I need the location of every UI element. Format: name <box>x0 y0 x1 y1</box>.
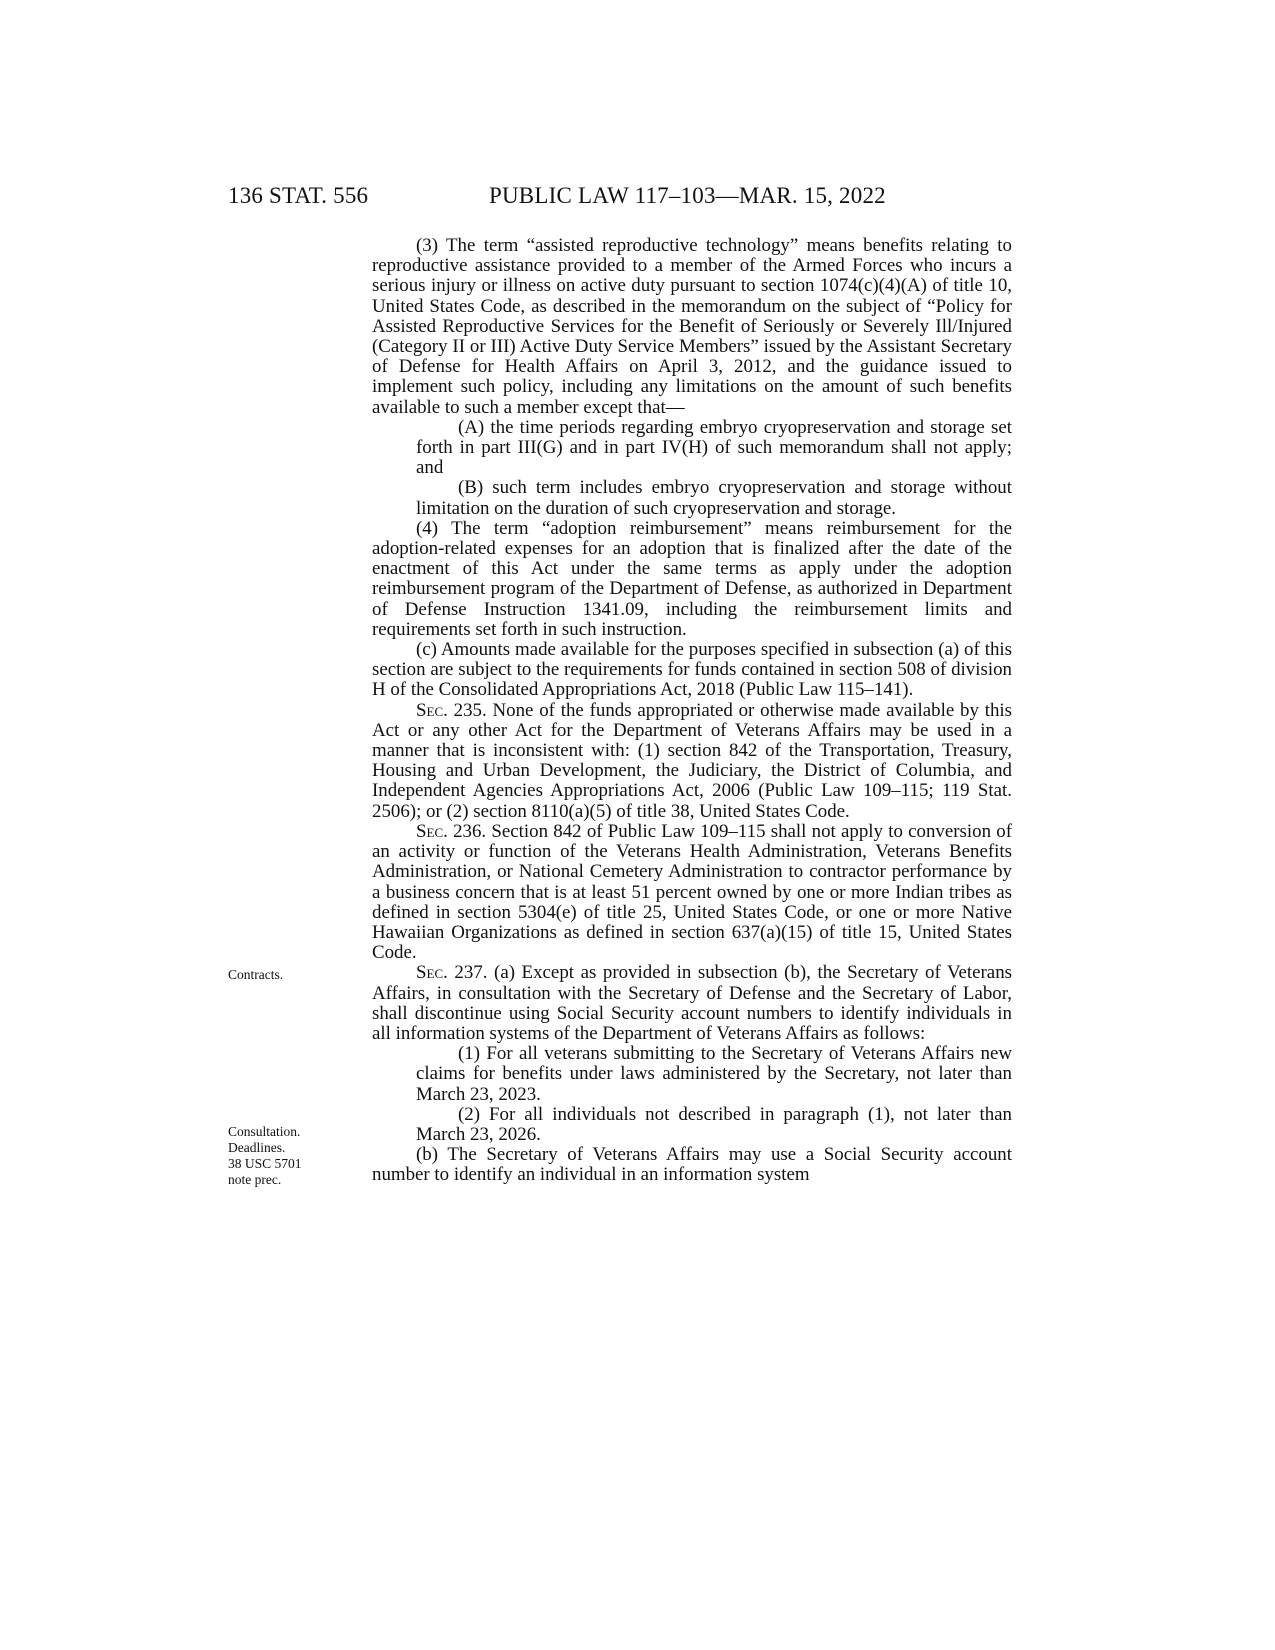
section-237 <box>372 963 1012 1044</box>
margin-note-consultation <box>228 1124 338 1188</box>
paragraph-3: (3) The term “assisted reproductive technology” means benefits relating to reproductive assistance provided to a member of the Armed Forces who incurs a serious injury or illness on active duty pursuant to section 1074(c)(4)(A) of title 10, United States Code, as described in the memorandum on the subject of “Policy for Assisted Reproductive Services for the Benefit of Seriously or Severely Ill/Injured (Category II or III) Active Duty Service Members” issued by the Assistant Secretary of Defense for Health Affairs on April 3, 2012, and the guidance issued to implement such policy, including any limitations on the amount of such benefits available to such a member except that— <box>372 235 1012 418</box>
margin-note-text: Contracts. <box>228 967 284 982</box>
section-label: Sec. 235. <box>416 699 487 721</box>
section-235 <box>372 701 1012 822</box>
margin-note-line: 38 USC 5701 <box>228 1156 302 1171</box>
section-label: Sec. 237. <box>416 962 488 984</box>
margin-note-contracts <box>228 967 338 983</box>
margin-note-line: Consultation. <box>228 1124 301 1139</box>
margin-note-line: note prec. <box>228 1172 282 1187</box>
page-header <box>228 183 1028 211</box>
section-237-paragraph-1: (1) For all veterans submitting to the Secretary of Veterans Affairs new claims for benefits under laws administered by the Secretary, not later than March 23, 2023. <box>416 1043 1012 1105</box>
statute-page-number: 136 STAT. 556 <box>228 183 369 208</box>
section-237-subsection-b: (b) The Secretary of Veterans Affairs may use a Social Security account number to identify an individual in an information system <box>372 1144 1012 1186</box>
main-text-column <box>372 236 1012 1186</box>
running-head: PUBLIC LAW 117–103—MAR. 15, 2022 <box>489 183 886 208</box>
section-text: None of the funds appropriated or otherwise made available by this Act or any other Act for the Department of Veterans Affairs may be used in a manner that is inconsistent with: (1) section 842 of the Transportation, Treasury, Housing and Urban Development, the Judiciary, the District of Columbia, and Independent Agencies Appropriations Act, 2006 (Public Law 109–115; 119 Stat. 2506); or (2) section 8110(a)(5) of title 38, United States Code. <box>372 699 1013 822</box>
subparagraph-a: (A) the time periods regarding embryo cryopreservation and storage set forth in part III(G) and in part IV(H) of such memorandum shall not apply; and <box>416 416 1012 479</box>
section-text: Section 842 of Public Law 109–115 shall not apply to conversion of an activity or function of the Veterans Health Administration, Veterans Benefits Administration, or National Cemetery Administration to contractor performance by a business concern that is at least 51 percent owned by one or more Indian tribes as defined in section 5304(e) of title 25, United States Code, or one or more Native Hawaiian Organizations as defined in section 637(a)(15) of title 15, United States Code. <box>372 820 1012 964</box>
margin-note-line: Deadlines. <box>228 1140 286 1155</box>
section-237-paragraph-2: (2) For all individuals not described in paragraph (1), not later than March 23, 2026. <box>416 1103 1012 1145</box>
subparagraph-b: (B) such term includes embryo cryopreservation and storage without limitation on the duration of such cryopreservation and storage. <box>416 477 1012 519</box>
section-text: (a) Except as provided in subsection (b), the Secretary of Veterans Affairs, in consultation with the Secretary of Defense and the Secretary of Labor, shall discontinue using Social Security account numbers to identify individuals in all information systems of the Department of Veterans Affairs as follows: <box>372 962 1012 1044</box>
section-label: Sec. 236. <box>416 820 487 842</box>
section-236 <box>372 822 1012 963</box>
paragraph-4: (4) The term “adoption reimbursement” means reimbursement for the adoption-related expenses for an adoption that is finalized after the date of the enactment of this Act under the same terms as apply under the adoption reimbursement program of the Department of Defense, as authorized in Department of Defense Instruction 1341.09, including the reimbursement limits and requirements set forth in such instruction. <box>372 517 1012 640</box>
subsection-c: (c) Amounts made available for the purposes specified in subsection (a) of this section are subject to the requirements for funds contained in section 508 of division H of the Consolidated Appropriations Act, 2018 (Public Law 115–141). <box>372 639 1012 701</box>
